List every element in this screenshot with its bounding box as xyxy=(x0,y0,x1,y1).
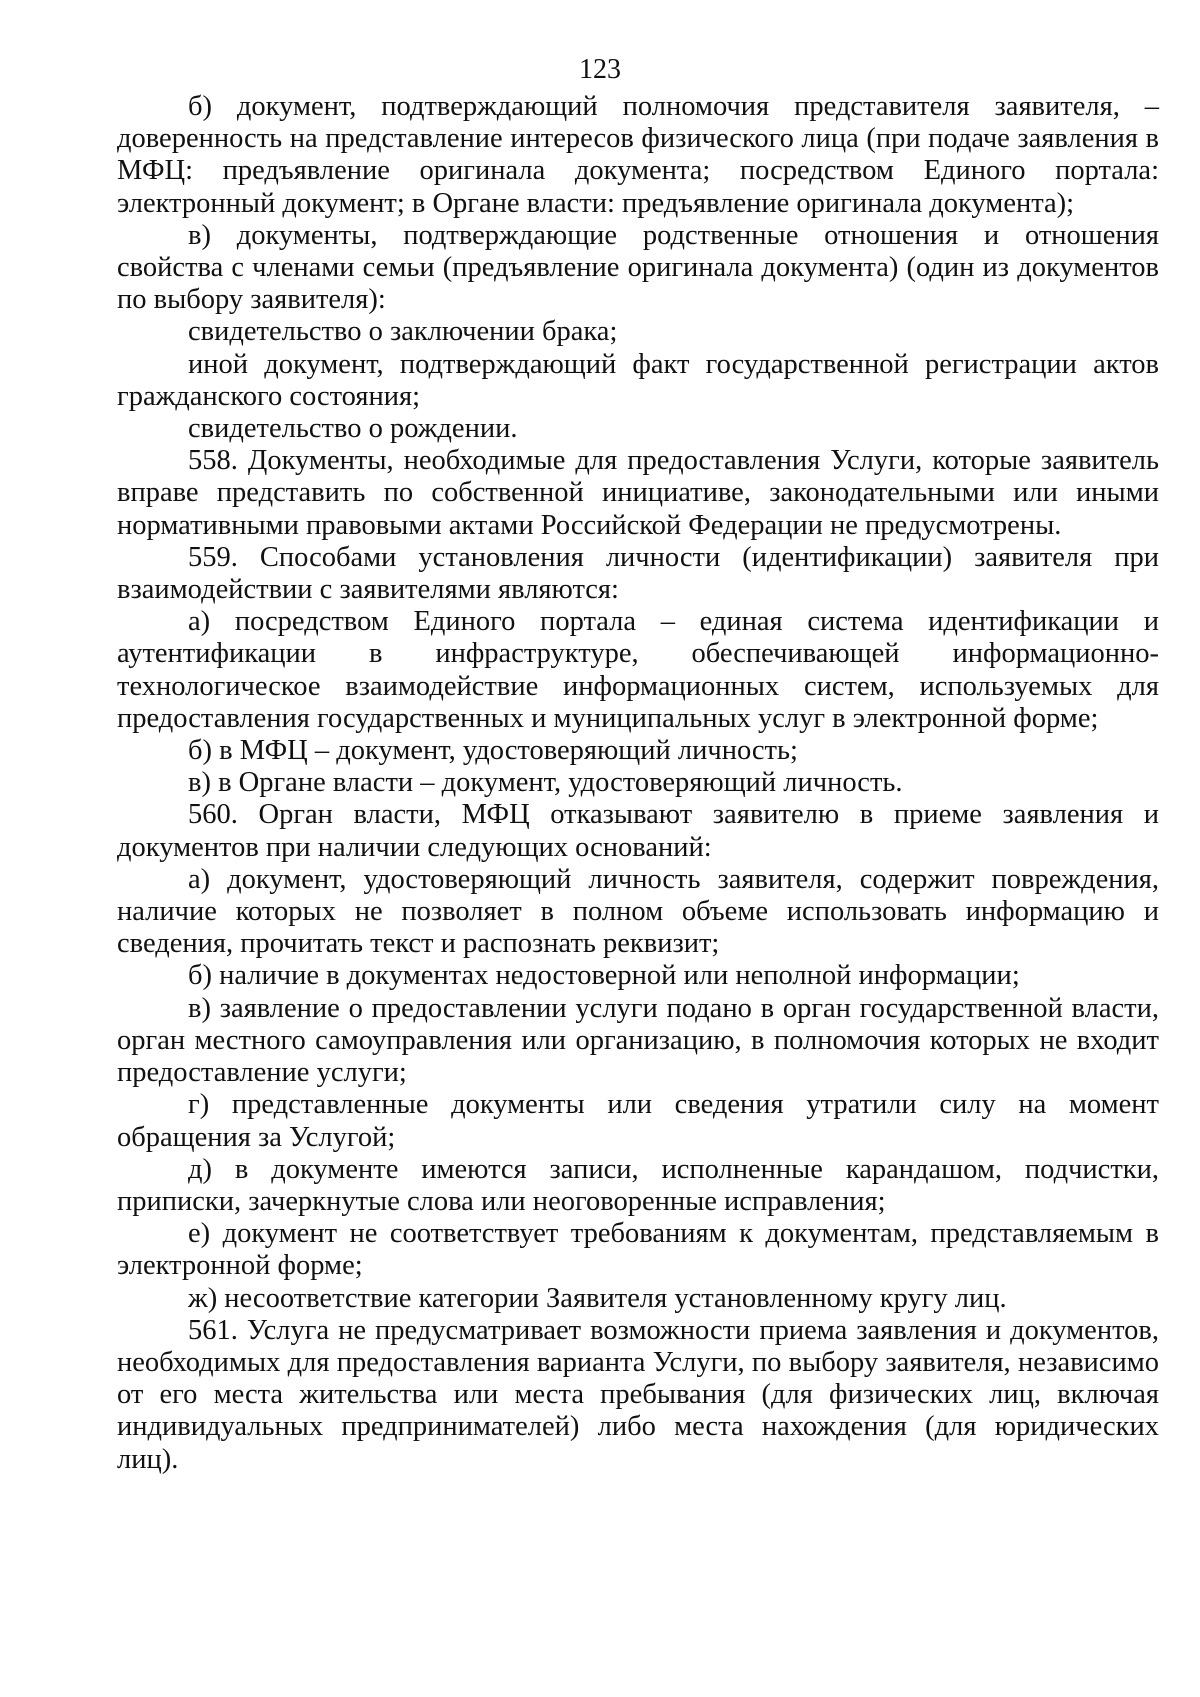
paragraph-representative-document: б) документ, подтверждающий полномочия представителя заявителя, – доверенность на представление интересов физического лица (при подаче заявления в МФЦ: предъявление оригинала документа; посредством Единого портала: электронный документ; в Органе власти: предъявление оригинала документа); xyxy=(117,91,1159,219)
paragraph-560: 560. Орган власти, МФЦ отказывают заявителю в приеме заявления и документов при наличии следующих оснований: xyxy=(117,799,1159,863)
paragraph-marriage-certificate: свидетельство о заключении брака; xyxy=(188,316,618,348)
paragraph-559-a: а) посредством Единого портала – единая система идентификации и аутентификации в инфраструктуре, обеспечивающей информационно-технологическое взаимодействие информационных систем, используемых для предоставления государственных и муниципальных услуг в электронной форме; xyxy=(117,606,1159,734)
paragraph-civil-status-document: иной документ, подтверждающий факт государственной регистрации актов гражданского состояния; xyxy=(117,348,1159,412)
paragraph-560-c: в) заявление о предоставлении услуги подано в орган государственной власти, орган местного самоуправления или организацию, в полномочия которых не входит предоставление услуги; xyxy=(117,992,1159,1089)
paragraph-560-a: а) документ, удостоверяющий личность заявителя, содержит повреждения, наличие которых не позволяет в полном объеме использовать информацию и сведения, прочитать текст и распознать реквизит; xyxy=(117,863,1159,960)
paragraph-561: 561. Услуга не предусматривает возможности приема заявления и документов, необходимых для предоставления варианта Услуги, по выбору заявителя, независимо от его места жительства или места пребывания (для физических лиц, включая индивидуальных предпринимателей) либо места нахождения (для юридических лиц). xyxy=(117,1314,1159,1475)
paragraph-559: 559. Способами установления личности (идентификации) заявителя при взаимодействии с заявителями являются: xyxy=(117,541,1159,606)
body-text xyxy=(117,91,1159,1476)
paragraph-559-c: в) в Органе власти – документ, удостоверяющий личность. xyxy=(188,767,903,799)
paragraph-560-d: г) представленные документы или сведения утратили силу на момент обращения за Услугой; xyxy=(117,1089,1159,1153)
paragraph-560-b: б) наличие в документах недостоверной или неполной информации; xyxy=(188,960,1020,992)
paragraph-560-f: е) документ не соответствует требованиям к документам, представляемым в электронной форме; xyxy=(117,1218,1159,1282)
paragraph-559-b: б) в МФЦ – документ, удостоверяющий личность; xyxy=(188,735,798,767)
paragraph-560-g: ж) несоответствие категории Заявителя установленному кругу лиц. xyxy=(188,1282,1007,1314)
paragraph-560-e: д) в документе имеются записи, исполненные карандашом, подчистки, приписки, зачеркнутые слова или неоговоренные исправления; xyxy=(117,1153,1159,1217)
paragraph-birth-certificate: свидетельство о рождении. xyxy=(188,413,518,445)
paragraph-558: 558. Документы, необходимые для предоставления Услуги, которые заявитель вправе представить по собственной инициативе, законодательными или иными нормативными правовыми актами Российской Федерации не предусмотрены. xyxy=(117,445,1159,541)
page-number: 123 xyxy=(579,54,621,85)
paragraph-kinship-documents: в) документы, подтверждающие родственные отношения и отношения свойства с членами семьи (предъявление оригинала документа) (один из документов по выбору заявителя): xyxy=(117,219,1159,316)
